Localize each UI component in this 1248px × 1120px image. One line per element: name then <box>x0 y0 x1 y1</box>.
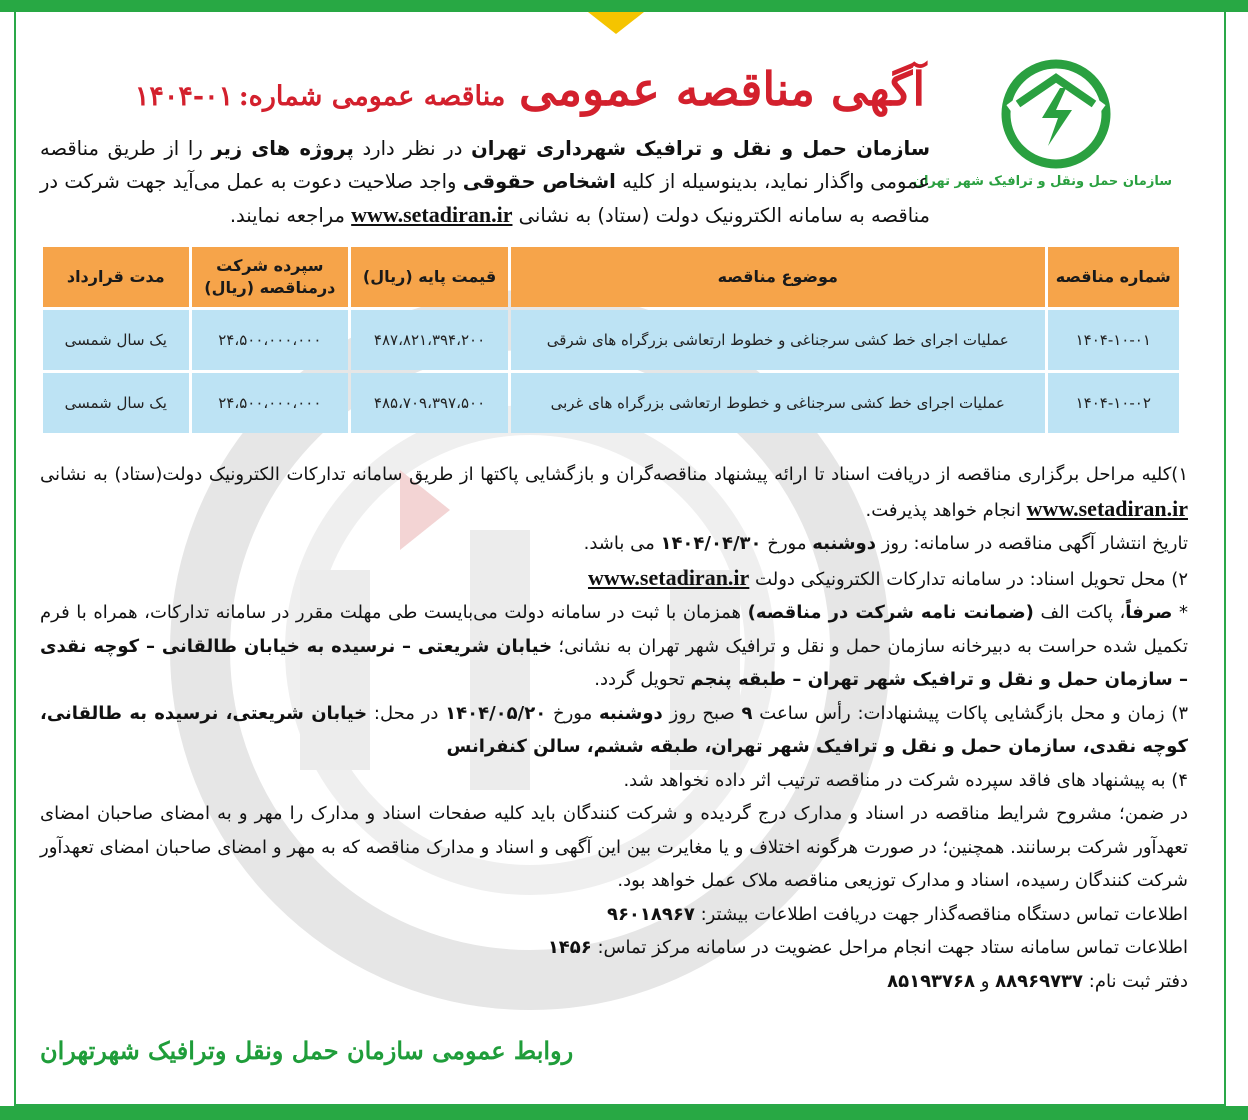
clause-2-text: ۲) محل تحویل اسناد: در سامانه تدارکات الکترونیکی دولت <box>749 568 1188 590</box>
clause-envelope <box>40 596 1188 697</box>
top-green-bar <box>0 0 1248 12</box>
cell-duration: یک سال شمسی <box>43 373 189 433</box>
opening-address: خیابان شریعتی، نرسیده به طالقانی، کوچه نقدی، سازمان حمل و نقل و ترافیک شهر تهران، طبقه ششم، سالن کنفرانس <box>40 702 1188 757</box>
page-title <box>120 62 940 116</box>
delivery-address: خیابان شریعتی – نرسیده به خیابان طالقانی – کوچه نقدی – سازمان حمل و نقل و ترافیک شهر تهران – طبقه پنجم <box>40 635 1188 690</box>
clause-1-end: انجام خواهد پذیرفت. <box>865 499 1027 521</box>
organization-logo-icon <box>1000 58 1112 170</box>
contact-info-line <box>40 898 1188 932</box>
clause-4: ۴) به پیشنهاد های فاقد سپرده شرکت در مناقصه ترتیب اثر داده نخواهد شد. <box>623 769 1188 791</box>
intro-text-1: در نظر دارد <box>353 137 472 160</box>
intro-legal-entities: اشخاص حقوقی <box>462 170 616 193</box>
logo-caption: سازمان حمل ونقل و ترافیک شهر تهران <box>912 174 1172 189</box>
publish-date-line <box>40 527 1188 561</box>
intro-text-3: واجد صلاحیت دعوت به عمل می‌آید جهت شرکت در مناقصه به سامانه الکترونیک دولت (ستاد) به نشانی <box>40 170 930 227</box>
registration-and: و <box>975 970 996 992</box>
clause-2 <box>40 561 1188 597</box>
setad-link[interactable]: www.setadiran.ir <box>1026 495 1188 521</box>
registration-phone-1: ۸۸۹۶۹۷۳۷ <box>995 970 1084 992</box>
cell-number: ۱۴۰۴-۱۰-۰۲ <box>1048 373 1180 433</box>
public-relations-signature: روابط عمومی سازمان حمل ونقل وترافیک شهرتهران <box>40 1036 574 1065</box>
envelope-text-3: تحویل گردد. <box>594 669 691 690</box>
opening-text-4: در محل: <box>367 702 446 724</box>
intro-text-2: را از طریق مناقصه عمومی واگذار نماید، بدینوسیله از کلیه <box>40 137 930 193</box>
bottom-green-bar <box>0 1106 1248 1120</box>
opening-text-3: مورخ <box>546 702 600 724</box>
contact-phone: ۹۶۰۱۸۹۶۷ <box>606 903 695 925</box>
table-row <box>43 310 1179 370</box>
clause-1-text: ۱)کلیه مراحل برگزاری مناقصه از دریافت اسناد تا ارائه پیشنهاد مناقصه‌گران و بازگشایی پاکتها از طریق سامانه تدارکات الکترونیک دولت(ستاد) به نشانی <box>40 464 1188 485</box>
envelope-text-2: همزمان با ثبت در سامانه دولت می‌بایست طی مهلت مقرر در سامانه تدارکات، همراه با فرم تکمیل شده حراست به دبیرخانه سازمان حمل و نقل و ترافیک شهر تهران به نشانی؛ <box>40 602 1188 657</box>
opening-hour: ۹ <box>741 702 753 724</box>
envelope-text-1: ، پاکت الف <box>1033 602 1126 623</box>
opening-text-2: صبح روز <box>662 702 742 724</box>
publish-date: ۱۴۰۴/۰۴/۳۰ <box>660 533 762 554</box>
intro-text-4: مراجعه نمایند. <box>229 204 352 227</box>
header-deposit: سپرده شرکت درمناقصه (ریال) <box>192 247 349 307</box>
clause-1 <box>40 458 1188 527</box>
cell-base-price: ۴۸۵،۷۰۹،۳۹۷،۵۰۰ <box>351 373 508 433</box>
cell-duration: یک سال شمسی <box>43 310 189 370</box>
header-subject: موضوع مناقصه <box>511 247 1045 307</box>
header-number: شماره مناقصه <box>1048 247 1180 307</box>
cell-number: ۱۴۰۴-۱۰-۰۱ <box>1048 310 1180 370</box>
publish-date-label: مورخ <box>761 533 813 554</box>
only-word: صرفاً <box>1125 602 1173 623</box>
intro-projects: پروژه های زیر <box>211 137 354 160</box>
guarantee-letter: (ضمانت نامه شرکت در مناقصه) <box>747 602 1034 623</box>
cell-base-price: ۴۸۷،۸۲۱،۳۹۴،۲۰۰ <box>351 310 508 370</box>
table-header-row <box>43 247 1179 307</box>
cell-deposit: ۲۴،۵۰۰،۰۰۰،۰۰۰ <box>192 310 349 370</box>
cell-subject: عملیات اجرای خط کشی سرجناغی و خطوط ارتعاشی بزرگراه های غربی <box>511 373 1045 433</box>
publish-date-end: می باشد. <box>583 533 661 554</box>
setad-phone: ۱۴۵۶ <box>547 937 592 958</box>
cell-deposit: ۲۴،۵۰۰،۰۰۰،۰۰۰ <box>192 373 349 433</box>
opening-date: ۱۴۰۴/۰۵/۲۰ <box>445 702 547 724</box>
registration-text: دفتر ثبت نام: <box>1083 970 1188 992</box>
tender-number-title: ۰۱-۱۴۰۴ <box>134 81 234 112</box>
tenders-table <box>40 244 1182 436</box>
opening-text-1: ۳) زمان و محل بازگشایی پاکات پیشنهادات: رأس ساعت <box>752 702 1188 724</box>
intro-org-name: سازمان حمل و نقل و ترافیک شهرداری تهران <box>471 137 930 160</box>
title-sub: مناقصه عمومی شماره: <box>238 81 506 112</box>
title-main: آگهی مناقصه عمومی <box>518 62 926 116</box>
registration-office-line <box>40 965 1188 999</box>
table-row <box>43 373 1179 433</box>
conditions-paragraph: در ضمن؛ مشروح شرایط مناقصه در اسناد و مدارک درج گردیده و شرکت کنندگان باید کلیه صفحات اسناد و مدارک را مهر و به امضای صاحبان امضای تعهدآور شرکت برسانند. همچنین؛ در صورت هرگونه اختلاف و یا مغایرت بین این آگهی و اسناد و مدارک مناقصه که به مهر و امضای صاحبان امضای تعهدآور شرکت کنندگان رسیده، اسناد و مدارک توزیعی مناقصه ملاک عمل خواهد بود. <box>40 803 1188 891</box>
publish-day: دوشنبه <box>812 533 876 554</box>
header-duration: مدت قرارداد <box>43 247 189 307</box>
cell-subject: عملیات اجرای خط کشی سرجناغی و خطوط ارتعاشی بزرگراه های شرقی <box>511 310 1045 370</box>
contact-info-text: اطلاعات تماس دستگاه مناقصه‌گذار جهت دریافت اطلاعات بیشتر: <box>694 903 1188 925</box>
setad-link[interactable]: www.setadiran.ir <box>351 202 513 227</box>
clause-3 <box>40 697 1188 764</box>
setad-link[interactable]: www.setadiran.ir <box>587 564 750 590</box>
registration-phone-2: ۸۵۱۹۳۷۶۸ <box>887 970 975 992</box>
asterisk: * <box>1172 602 1189 623</box>
setad-contact-line <box>40 931 1188 965</box>
header-base-price: قیمت پایه (ریال) <box>351 247 508 307</box>
publish-date-text: تاریخ انتشار آگهی مناقصه در سامانه: روز <box>875 533 1188 554</box>
intro-paragraph <box>40 132 930 232</box>
setad-contact-text: اطلاعات تماس سامانه ستاد جهت انجام مراحل عضویت در سامانه مرکز تماس: <box>591 937 1188 958</box>
notice-body <box>40 458 1188 998</box>
opening-day: دوشنبه <box>599 702 663 724</box>
